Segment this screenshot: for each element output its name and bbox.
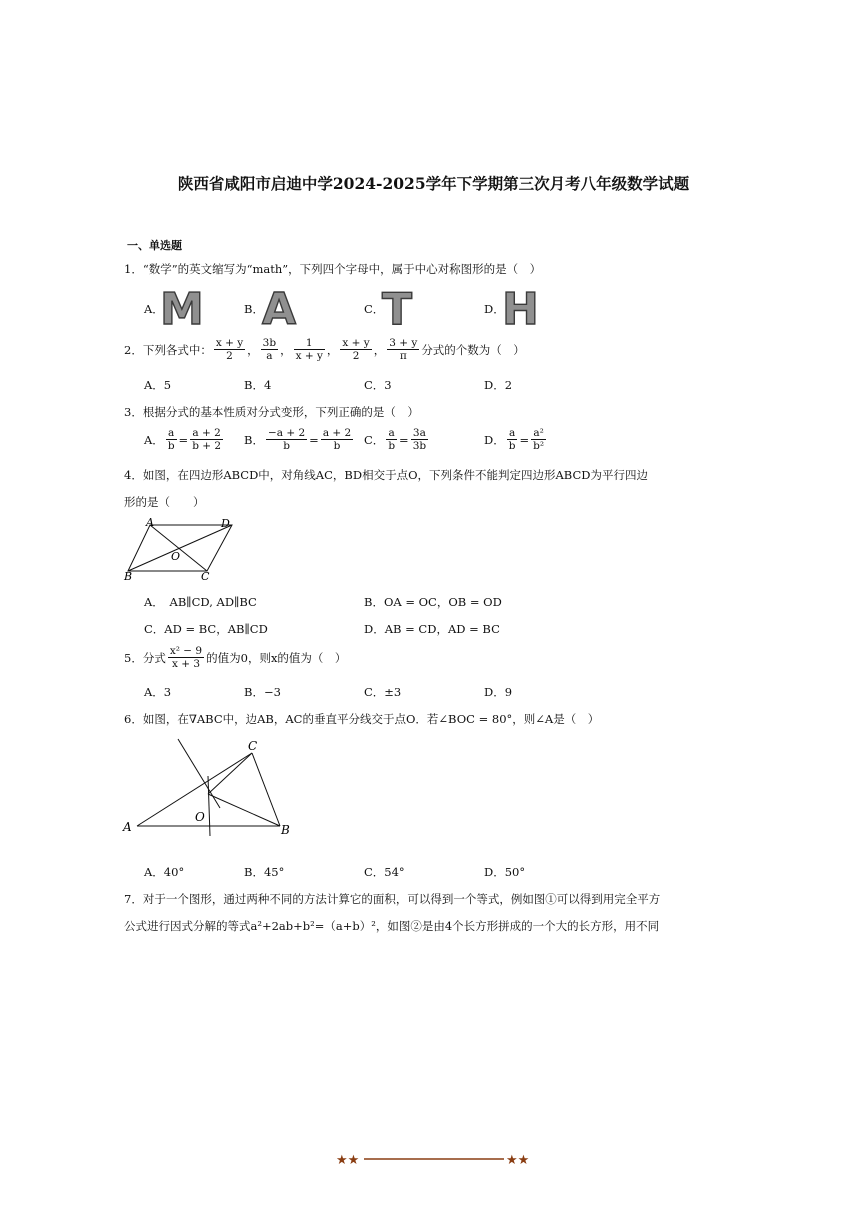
q2-frac-5-den: π <box>399 350 407 363</box>
q1-letter-h: H <box>502 284 539 335</box>
q4-opt-a: A． AB∥CD, AD∥BC <box>144 595 257 609</box>
perp-bisector-ab <box>208 776 210 836</box>
q2-frac-1 <box>214 337 245 362</box>
q3-c-n2: 3a <box>411 427 428 440</box>
q1-letter-m: M <box>160 284 204 335</box>
q1-opt-a: A． <box>144 302 164 316</box>
fig-label-a: A <box>146 516 154 529</box>
fig-label-c: C <box>248 739 258 753</box>
q3-a-d1: b <box>167 440 175 453</box>
q4-opt-c: C．AD = BC，AB∥CD <box>144 622 268 636</box>
q3-opt-a-label: A． <box>144 432 164 447</box>
footer-ornament <box>336 1152 532 1166</box>
q4-opt-b: B．OA = OC，OB = OD <box>364 595 502 609</box>
q2-frac-4-num: x + y <box>342 337 370 349</box>
q3-opt-b-label: B． <box>244 432 264 447</box>
q1-letter-a: A <box>262 284 297 335</box>
q4-line1: 4．如图，在四边形ABCD中，对角线AC，BD相交于点O，下列条件不能判定四边形ABCD为平行四边 <box>124 468 648 482</box>
q2-tail: 分式的个数为（ ） <box>421 342 525 357</box>
fig-label-a: A <box>123 820 132 834</box>
q2-frac-4 <box>340 337 371 362</box>
q7-line1: 7．对于一个图形，通过两种不同的方法计算它的面积，可以得到一个等式，例如图①可以得到用完全平方 <box>124 892 661 906</box>
q4-opt-d: D．AB = CD，AD = BC <box>364 622 500 636</box>
star-icon: ★★ <box>506 1153 530 1166</box>
q3-opt-a: A． $\frac{a}{b}$ = $\frac{a + 2}{b + 2}$ <box>144 427 222 453</box>
q2-opt-c: C．3 <box>364 378 392 392</box>
q2-frac-3-num: 1 <box>294 337 325 350</box>
fig-label-o: O <box>195 810 205 824</box>
q2-frac-2-den: a <box>266 350 273 363</box>
q2-lead: 2．下列各式中： <box>124 342 212 357</box>
triangle-figure <box>120 736 300 840</box>
q5-line <box>124 645 346 670</box>
q1-opt-b: B． <box>244 302 264 316</box>
q2-line: 2．下列各式中： $\frac{x + y}{2}$ ， $\frac{3b}{a}$ ， $\frac{1}{x + y}$ ， $\frac{x + y}{2}$ ， $\frac{3 + y}{\pi}$ 分式的个数为（ ） <box>124 337 525 363</box>
q4-line2: 形的是（ ） <box>124 495 205 509</box>
fig-label-c: C <box>201 570 210 583</box>
q3-b-n1: −a + 2 <box>267 427 306 439</box>
q5-frac-den: x + 3 <box>171 658 201 671</box>
q2-frac-4-den: 2 <box>352 350 360 363</box>
q3-c-d1: b <box>388 440 396 453</box>
q2-opt-b: B．4 <box>244 378 272 392</box>
q2-frac-3 <box>294 337 325 362</box>
q2-frac-1-num: x + y <box>215 337 244 349</box>
q3-stem: 3．根据分式的基本性质对分式变形，下列正确的是（ ） <box>124 405 419 419</box>
q3-d-n2: a² <box>531 427 546 440</box>
q1-opt-c: C． <box>364 302 385 316</box>
q3-d-n1: a <box>507 427 518 440</box>
fig-label-o: O <box>171 550 181 563</box>
q5-opt-a: A．3 <box>144 685 172 699</box>
q6-opt-b: B．45° <box>244 865 285 879</box>
q3-d-d2: b² <box>533 440 545 453</box>
q3-c-d2: 3b <box>412 440 427 453</box>
q6-stem: 6．如图，在∇ABC中，边AB，AC的垂直平分线交于点O．若∠BOC = 80°，则∠A是（ ） <box>124 712 600 726</box>
q3-opt-d: D． $\frac{a}{b}$ = $\frac{\text{a²}}{\text{b²}}$ <box>484 427 545 453</box>
q2-frac-5-num: 3 + y <box>389 337 418 349</box>
q6-opt-d: D．50° <box>484 865 526 879</box>
q5-frac-num: x² − 9 <box>169 645 203 657</box>
q3-b-d1: b <box>283 440 290 453</box>
fig-label-b: B <box>124 570 133 583</box>
q6-opt-a: A．40° <box>144 865 185 879</box>
q3-opt-c-label: C． <box>364 432 385 447</box>
segment-oc <box>208 753 252 794</box>
q2-frac-5 <box>387 337 419 362</box>
q5-opt-c: C．±3 <box>364 685 402 699</box>
perp-bisector-ac <box>178 739 220 808</box>
diagonal-bd <box>128 525 232 571</box>
q3-a-n2: a + 2 <box>190 427 223 440</box>
page-title: 陕西省咸阳市启迪中学2024-2025学年下学期第三次月考八年级数学试题 <box>177 174 690 193</box>
q3-a-n1: a <box>166 427 177 440</box>
diagonal-ac <box>150 525 207 571</box>
section-heading: 一、单选题 <box>127 239 182 252</box>
q2-frac-2-num: 3b <box>262 337 277 349</box>
q5-opt-d: D．9 <box>484 685 513 699</box>
q3-opt-d-label: D． <box>484 432 505 447</box>
fig-label-d: D <box>221 517 230 530</box>
q7-line2: 公式进行因式分解的等式a²+2ab+b²=（a+b）²，如图②是由4个长方形拼成的一个大的长方形，用不同 <box>124 919 660 933</box>
q5-opt-b: B．−3 <box>244 685 281 699</box>
q3-a-d2: b + 2 <box>192 440 222 453</box>
q3-d-d1: b <box>508 440 516 453</box>
q3-b-n2: a + 2 <box>322 427 352 439</box>
fig-label-b: B <box>281 823 290 837</box>
q2-opt-d: D．2 <box>484 378 513 392</box>
q3-c-n1: a <box>386 427 397 440</box>
star-icon: ★★ <box>336 1153 360 1166</box>
q3-b-d2: b <box>333 440 341 453</box>
q2-frac-3-den: x + y <box>295 350 323 363</box>
q2-frac-1-den: 2 <box>226 350 233 363</box>
q2-frac-2 <box>261 337 278 362</box>
parallelogram-figure <box>122 516 242 584</box>
q1-opt-d: D． <box>484 302 505 316</box>
q1-letter-t: T <box>382 284 413 335</box>
q3-opt-c: C． $\frac{a}{b}$ = $\frac{3a}{3b}$ <box>364 427 427 453</box>
q3-opt-b: B． $\frac{-a + 2}{b}$ = $\frac{a + 2}{b}$ <box>244 427 352 453</box>
q6-opt-c: C．54° <box>364 865 405 879</box>
q5-lead: 5．分式 <box>124 650 166 665</box>
q2-opt-a: A．5 <box>144 378 172 392</box>
q5-tail: 的值为0，则x的值为（ ） <box>206 650 347 665</box>
q1-stem: 1．“数学”的英文缩写为“math”，下列四个字母中，属于中心对称图形的是（ ） <box>124 262 542 276</box>
